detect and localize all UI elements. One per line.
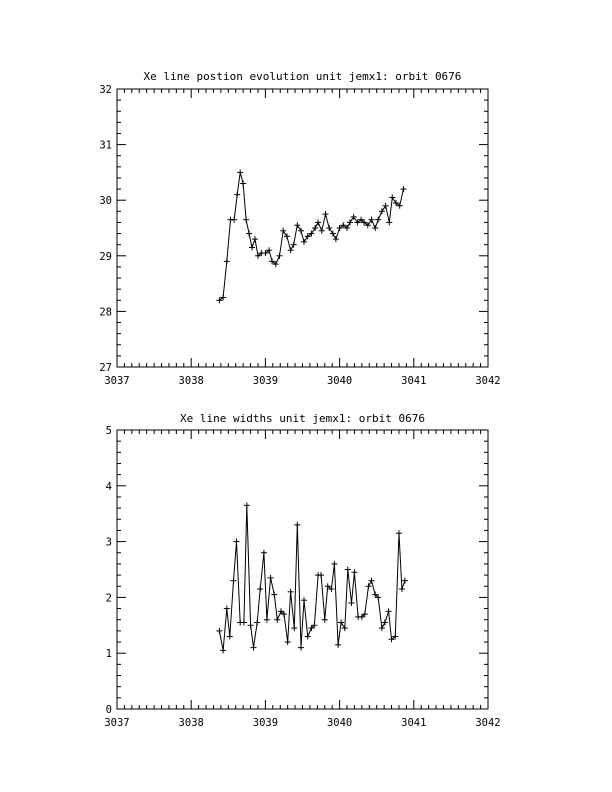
- data-point: [322, 617, 328, 623]
- data-point: [240, 181, 246, 187]
- x-tick-labels: [104, 375, 500, 387]
- data-point: [271, 592, 277, 598]
- data-point: [268, 575, 274, 581]
- line-widths-chart: [104, 412, 500, 729]
- axis-ticks: [117, 430, 488, 709]
- data-point: [330, 231, 336, 237]
- plot-frame: [117, 430, 488, 709]
- y-tick-label: 0: [105, 704, 112, 716]
- data-point: [288, 589, 294, 595]
- data-point: [386, 608, 392, 614]
- y-tick-labels: [99, 84, 112, 374]
- y-tick-label: 32: [99, 84, 112, 96]
- y-tick-label: 27: [99, 362, 112, 374]
- x-tick-label: 3041: [401, 717, 427, 729]
- data-point: [369, 217, 375, 223]
- data-point: [323, 211, 329, 217]
- data-point: [243, 217, 249, 223]
- position-evolution-chart: [99, 70, 500, 387]
- data-point: [231, 217, 237, 223]
- y-tick-label: 31: [99, 139, 112, 152]
- data-point: [396, 530, 402, 536]
- y-tick-label: 3: [105, 536, 112, 549]
- data-point: [230, 578, 236, 584]
- data-point: [298, 228, 304, 234]
- data-point: [333, 236, 339, 242]
- data-point: [244, 502, 250, 508]
- data-point: [288, 247, 294, 253]
- data-point: [251, 645, 257, 651]
- data-point: [389, 194, 395, 200]
- data-point: [227, 633, 233, 639]
- data-point: [351, 569, 357, 575]
- data-point: [261, 550, 267, 556]
- data-point: [351, 214, 357, 220]
- data-point: [319, 228, 325, 234]
- data-point: [348, 600, 354, 606]
- data-point: [220, 647, 226, 653]
- data-point: [369, 578, 375, 584]
- x-tick-label: 3037: [104, 375, 130, 387]
- data-point: [318, 572, 324, 578]
- data-point: [216, 628, 222, 634]
- data-point: [264, 617, 270, 623]
- data-point: [301, 239, 307, 245]
- plot-frame: [117, 89, 488, 367]
- y-tick-label: 30: [99, 195, 112, 208]
- data-point: [252, 236, 258, 242]
- x-tick-labels: [104, 717, 500, 729]
- data-point: [382, 620, 388, 626]
- data-point: [291, 625, 297, 631]
- data-point: [331, 561, 337, 567]
- chart-title: Xe line postion evolution unit jemx1: orbit 0676: [143, 70, 462, 83]
- y-tick-label: 5: [105, 425, 112, 437]
- data-point: [366, 583, 372, 589]
- data-point: [257, 586, 263, 592]
- x-tick-label: 3038: [178, 375, 204, 387]
- x-tick-label: 3038: [178, 717, 204, 729]
- data-point: [305, 633, 311, 639]
- y-tick-label: 2: [105, 592, 112, 605]
- data-point: [335, 642, 341, 648]
- axis-ticks: [117, 89, 488, 367]
- data-point: [274, 617, 280, 623]
- data-point: [386, 219, 392, 225]
- x-tick-label: 3037: [104, 717, 130, 729]
- data-point: [233, 539, 239, 545]
- data-point: [284, 233, 290, 239]
- y-tick-label: 1: [105, 648, 112, 661]
- x-tick-label: 3042: [475, 375, 501, 387]
- data-point: [224, 606, 230, 612]
- data-point: [294, 522, 300, 528]
- x-tick-label: 3039: [252, 717, 279, 729]
- data-point: [249, 244, 255, 250]
- data-point: [224, 258, 230, 264]
- data-point: [345, 567, 351, 573]
- data-point: [399, 586, 405, 592]
- y-tick-label: 28: [99, 306, 112, 319]
- data-point: [383, 203, 389, 209]
- data-point: [315, 219, 321, 225]
- data-point: [246, 231, 252, 237]
- data-point: [301, 597, 307, 603]
- data-point: [379, 625, 385, 631]
- data-point: [400, 186, 406, 192]
- data-point: [312, 225, 318, 231]
- data-point: [254, 620, 260, 626]
- data-point: [291, 242, 297, 248]
- data-point: [248, 622, 254, 628]
- data-point: [237, 169, 243, 175]
- y-tick-label: 29: [99, 250, 112, 263]
- data-point: [234, 192, 240, 198]
- y-tick-label: 4: [105, 480, 112, 493]
- x-tick-label: 3040: [326, 375, 353, 387]
- data-point: [285, 639, 291, 645]
- data-point: [276, 253, 282, 259]
- data-point: [326, 225, 332, 231]
- x-tick-label: 3039: [252, 375, 279, 387]
- data-point: [375, 217, 381, 223]
- data-point: [379, 208, 385, 214]
- data-point: [342, 625, 348, 631]
- data-point: [372, 225, 378, 231]
- chart-title: Xe line widths unit jemx1: orbit 0676: [179, 412, 426, 425]
- series-line: [219, 505, 405, 650]
- data-markers: [216, 169, 406, 303]
- data-point: [280, 228, 286, 234]
- x-tick-label: 3040: [326, 717, 353, 729]
- y-tick-labels: [106, 425, 112, 716]
- data-point: [338, 620, 344, 626]
- data-point: [241, 620, 247, 626]
- data-point: [402, 578, 408, 584]
- data-point: [298, 645, 304, 651]
- x-tick-label: 3042: [475, 717, 501, 729]
- data-point: [294, 222, 300, 228]
- x-tick-label: 3041: [401, 375, 427, 387]
- data-point: [347, 219, 353, 225]
